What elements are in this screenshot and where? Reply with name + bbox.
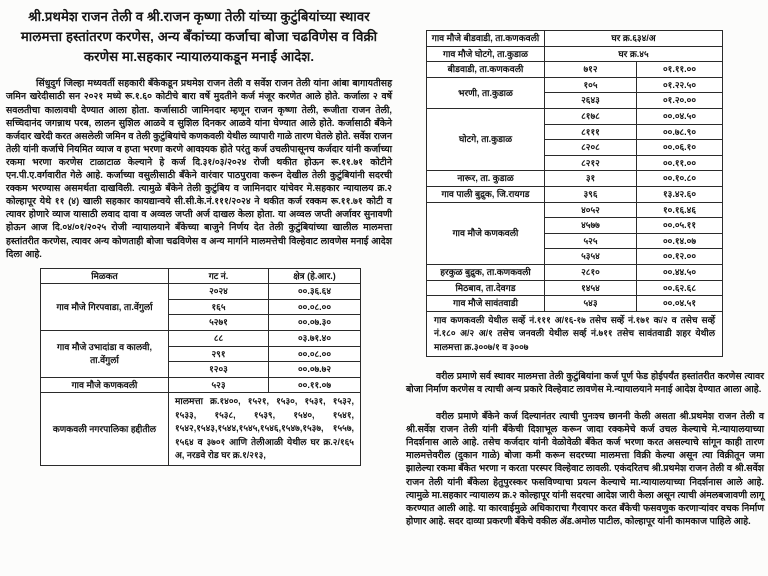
gat-number-cell: २९१ [169, 346, 269, 362]
area-cell: ००.०७.३० [269, 315, 361, 331]
gat-number-cell: ८८ [169, 331, 269, 347]
area-cell: ००.१२.०० [637, 249, 723, 265]
location-cell: गाव मौजे कणकवली [41, 377, 169, 393]
gat-number-cell: ३९६ [545, 186, 637, 202]
table-row [427, 264, 723, 280]
gat-number-cell: ५२७१ [169, 315, 269, 331]
right-column [398, 0, 768, 576]
house-number-cell: घर क्र.६३४/अ [545, 31, 723, 47]
location-cell: गाव मौजे उभादांडा व कालवी, ता.वेंगुर्ला [41, 331, 169, 378]
table-row [427, 62, 723, 78]
table-row [41, 393, 361, 466]
table-row [427, 171, 723, 187]
area-cell: ००.०४.५० [637, 108, 723, 124]
column-header: क्षेत्र (हे.आर.) [269, 268, 361, 284]
gat-number-cell: २८१० [545, 264, 637, 280]
gat-number-cell: ७१२ [545, 62, 637, 78]
gat-number-cell: ४०५२ [545, 202, 637, 218]
area-cell: ०१.११.०० [637, 62, 723, 78]
table-row [427, 280, 723, 296]
notice-heading: श्री.प्रथमेश राजन तेली व श्री.राजन कृष्णा तेली यांच्या कुटुंबियांच्या स्थावर मालमत्ता हस्तांतरण करणेस, अन्य बँकांच्या कर्जाचा बोजा चढविणेस व विक्री करणेस मा.सहकार न्यायालयाकडून मनाई आदेश. [20, 9, 378, 64]
gat-number-cell: १६५ [169, 299, 269, 315]
survey-numbers-note: गाव कणकवली येथील सर्व्हे नं.१११ अ/१६-१७ तसेच सर्व्हे नं.१७१ क/२ व तसेच सर्व्हे नं.१८० अ/२ अ/१ तसेच जनवली येथील सर्व्ह नं.७११ तसेच सावंतवाडी शहर येथील मालमत्ता क्र.३००७/१ व ३००७ [427, 311, 723, 357]
gat-number-cell: ८१११ [545, 124, 637, 140]
gat-number-cell: ८१७८ [545, 108, 637, 124]
area-cell: ०१.२२.५० [637, 77, 723, 93]
table-row [427, 296, 723, 312]
table-row [427, 202, 723, 218]
gat-number-cell: ८२०८ [545, 140, 637, 156]
location-cell: नारूर, ता. कुडाळ [427, 171, 545, 187]
gat-number-cell: २६४३ [545, 93, 637, 109]
area-cell: ००.०८.०० [269, 299, 361, 315]
column-header: मिळकत [41, 268, 169, 284]
gat-number-cell: १४५४ [545, 280, 637, 296]
property-numbers-cell: मालमत्ता क्र.१४००, १५२१, १५३०, १५३१, १५३२, १५३३, १५३८, १५३९, १५४०, १५४१, १५४२,१५४३,१५४४,१५४५,१५४६,१५४७,१५३७, १५५७, १५६४ व ३७०१ आणि तेलीआळी येथील घर क्र.२/१६५ अ, नरडवे रोड घर क्र.१/२१३, [169, 393, 361, 466]
table-row [41, 377, 361, 393]
location-cell: भरणी, ता.कुडाळ [427, 77, 545, 108]
house-number-cell: घर क्र.४५ [545, 46, 723, 62]
gat-number-cell: ३१ [545, 171, 637, 187]
area-cell: ०३.७१.४० [269, 331, 361, 347]
area-cell: ००.०५.११ [637, 218, 723, 234]
property-table-right [426, 30, 723, 357]
area-cell: ००.१०.८० [637, 171, 723, 187]
gat-number-cell: ५३५४ [545, 249, 637, 265]
area-cell: ००.७८.९० [637, 124, 723, 140]
location-cell: बीडवाडी, ता.कणकवली [427, 62, 545, 78]
table-row [427, 31, 723, 47]
area-cell: १३.४२.६० [637, 186, 723, 202]
location-cell: घोटगे, ता.कुडाळ [427, 108, 545, 170]
table-row [41, 331, 361, 347]
table-row [427, 77, 723, 93]
area-cell: ००.६२.६८ [637, 280, 723, 296]
location-cell: गाव पाली बुद्रुक, जि.रायगड [427, 186, 545, 202]
property-table-left [40, 268, 361, 466]
gat-number-cell: ५२५ [545, 233, 637, 249]
gat-number-cell: २०२४ [169, 284, 269, 300]
gat-number-cell: १०५ [545, 77, 637, 93]
area-cell: ००.०६.१० [637, 140, 723, 156]
table-header-row [41, 268, 361, 284]
court-findings-paragraph: वरील प्रमाणे बँकेने कर्ज दिल्यानंतर त्याची पुनःश्च छाननी केली असता श्री.प्रथमेश राजन तेली व श्री.सर्वेश राजन तेली यांनी बँकेची दिशाभूल करून जादा रक्कमेचे कर्ज उचल केल्याचे मे.न्यायालयाच्या निदर्शनास आले आहे. तसेच कर्जदार यांनी वेळोवेळी बँकेत कर्ज भरणा करत असल्याचे सांगून काही तारण मालमत्तेवरील (दुकान गाळे) बोजा कमी करून सदरच्या मालमत्ता विक्री केल्या असून त्या विक्रीतून जमा झालेल्या रकमा बँकेत भरणा न करता परस्पर विल्हेवाट लावली. एकंदरितच श्री.प्रथमेश राजन तेली व श्री.सर्वेश राजन तेली यांनी बँकेला हेतुपुरस्कर फसविण्याचा प्रयत्न केल्याचे मा.न्यायालयाच्या निदर्शनास आले आहे. त्यामुळे मा.सहकार न्यायालय क्र.२ कोल्हापूर यांनी सदरचा आदेश जारी केला असून त्याची अंमलबजावणी लागू करण्यात आली आहे. या कारवाईमुळे अधिकाराचा गैरवापर करत बँकेची फसवणुक करणाऱ्यांवर वचक निर्माण होणार आहे. सदर दाव्या प्रकरणी बँकेचे वकील ॲड.अमोल पाटील, कोल्हापूर यांनी कामकाज पाहिले आहे. [406, 410, 764, 527]
area-cell: १०.१६.४६ [637, 202, 723, 218]
area-cell: ००.३६.६४ [269, 284, 361, 300]
gat-number-cell: १२०३ [169, 362, 269, 378]
location-cell: गाव मौजे सावंतवाडी [427, 296, 545, 312]
table-row [427, 186, 723, 202]
table-row [427, 46, 723, 62]
gat-number-cell: ५४३ [545, 296, 637, 312]
table-footer-row [427, 311, 723, 357]
area-cell: ००.०८.०० [269, 346, 361, 362]
location-cell: कणकवली नगरपालिका हद्दीतील [41, 393, 169, 466]
area-cell: ०१.२०.०० [637, 93, 723, 109]
location-cell: हरकुळ बुद्रुक, ता.कणकवली [427, 264, 545, 280]
table-row [427, 108, 723, 124]
area-cell: ००.०४.५१ [637, 296, 723, 312]
location-cell: गाव मौजे घोटगे, ता.कुडाळ [427, 46, 545, 62]
area-cell: ००.१४.०७ [637, 233, 723, 249]
injunction-summary-paragraph: वरील प्रमाणे सर्व स्थावर मालमत्ता तेली कुटुंबियांना कर्ज पूर्ण फेड होईपर्यंत हस्तांतरीत करणेस त्यावर बोजा निर्माण करणेस व त्याची अन्य प्रकारे विल्हेवाट लावणेस मे.न्यायालयाने मनाई आदेश देण्यात आला आहे. [406, 371, 764, 395]
area-cell: ००.४४.५० [637, 264, 723, 280]
table-row [41, 284, 361, 300]
area-cell: ००.११.०७ [269, 377, 361, 393]
location-cell: गाव मौजे बीडवाडी, ता.कणकवली [427, 31, 545, 47]
gat-number-cell: ४५७७ [545, 218, 637, 234]
column-header: गट नं. [169, 268, 269, 284]
gat-number-cell: ५२३ [169, 377, 269, 393]
location-cell: मिठबाव, ता.देवगड [427, 280, 545, 296]
notice-body-paragraph: सिंधुदुर्ग जिल्हा मध्यवर्ती सहकारी बँकेकडून प्रथमेश राजन तेली व सर्वेश राजन तेली यांना आंबा बागायतीसह जमिन खरेदीसाठी सन २०२१ मध्ये रू.१.६० कोटीचे बारा वर्षे मुदतीने कर्ज मंजूर करणेत आले होते. कर्जाला २ वर्षे सवलतीचा कालावधी देण्यात आला होता. कर्जासाठी जामिनदार म्हणून राजन कृष्णा तेली, रूजीता राजन तेली, सच्चिदानंद जगन्नाथ परब, लालन सुशिल आळवे व सुशिल दिनकर आळवे यांना घेण्यात आले होते. कर्जासाठी बँकेने कर्जदार खरेदी करत असलेली जमिन व तेली कुटुंबियांचे कणकवली येथील व्यापारी गाळे तारण घेतले होते. सर्वेश राजन तेली यांनी कर्जाचे नियमित व्याज व हप्ता भरणा करणे आवश्यक होते परंतु कर्ज उचलीपासूनच कर्जदार यांनी कर्जाच्या रकमा भरणा करणेस टाळाटाळ केल्याने हे कर्ज दि.३१/०३/२०२४ रोजी थकीत होऊन रू.११.७१ कोटीने एन.पी.ए.वर्गवारीत गेले आहे. कर्जाच्या वसुलीसाठी बँकेने वारंवार पाठपुरावा करून देखील तेली कुटुंबियांनी सदरची रक्कम भरण्यास असमर्थता दाखविली. त्यामुळे बँकेने तेली कुटुंबिय व जामिनदार यांचेवर मे.सहकार न्यायालय क्र.२ कोल्हापूर येथे ११ (४) खाली सहकार कायद्यान्वये सी.सी.के.नं.१११/२०२४ ने थकीत कर्ज रक्कम रू.११.७१ कोटी व त्यावर होणारे व्याज यासाठी लवाद दावा व अव्वल जप्ती अर्ज दाखल केला होता. या अव्वल जप्ती अर्जावर सुनावणी होऊन आज दि.०४/०१/२०२५ रोजी न्यायालयाने बँकेच्या बाजुने निर्णय देत तेली कुटुंबियांच्या खालील मालमत्ता हस्तांतरीत करणेस, त्यावर अन्य कोणताही बोजा चढविणेस व अन्य मार्गाने मालमत्तेची विल्हेवाट लावणेस मनाई आदेश दिला आहे. [6, 78, 392, 259]
area-cell: ००.११.०० [637, 155, 723, 171]
location-cell: गाव मौजे कणकवली [427, 202, 545, 264]
location-cell: गाव मौजे गिरपवाडा, ता.वेंगुर्ला [41, 284, 169, 331]
area-cell: ००.०७.७२ [269, 362, 361, 378]
gat-number-cell: ८२१२ [545, 155, 637, 171]
